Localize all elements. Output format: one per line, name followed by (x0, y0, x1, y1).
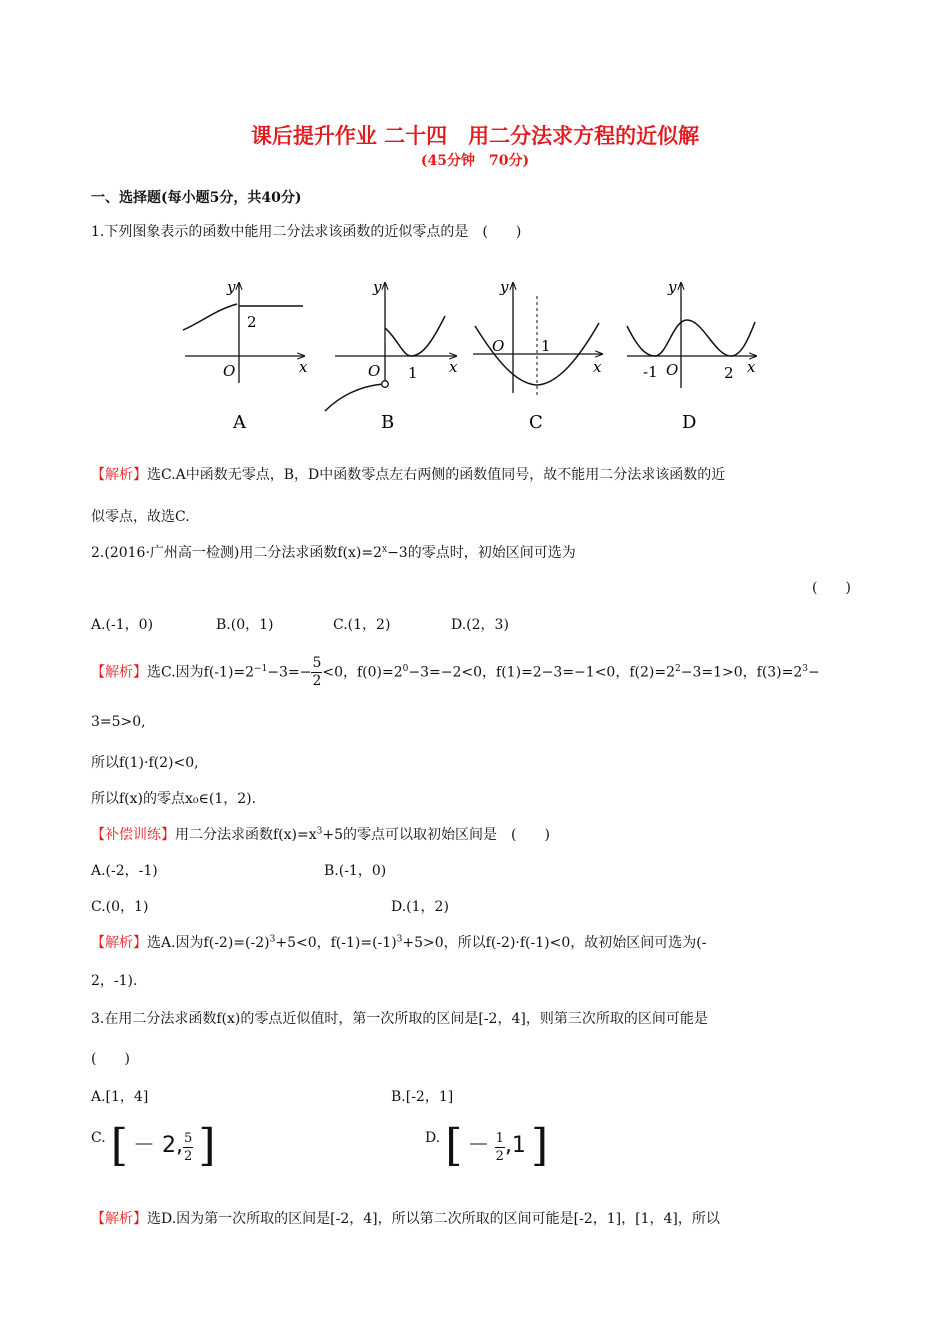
supp-stem-text: 用二分法求函数f(x)=x (175, 827, 317, 843)
graph-d-y-label: y (668, 278, 677, 296)
graph-a-x-label: x (299, 358, 308, 376)
supp-stem-text-end: +5的零点可以取初始区间是 ( ) (322, 827, 550, 843)
supp-option-d: D.(1，2) (391, 899, 449, 915)
graph-d-caption: D (682, 412, 697, 433)
fraction-five-halves (183, 1130, 193, 1165)
graph-c (473, 278, 603, 433)
graph-a-two-label: 2 (247, 313, 257, 331)
q2-analysis-text: 选C.因为f(-1)=2 (147, 664, 255, 681)
graph-b-origin-label: O (368, 362, 381, 380)
graph-c-one-label: 1 (541, 337, 551, 355)
q3-option-a: A.[1，4] (91, 1089, 149, 1105)
q1-analysis-line1: 选C.A中函数无零点，B，D中函数零点左右两侧的函数值同号，故不能用二分法求该函数的近 (147, 467, 726, 483)
fraction-numerator: 5 (184, 1131, 193, 1146)
q2-analysis-text: − (808, 664, 820, 681)
page-subtitle: (45分钟 70分) (420, 153, 530, 169)
supp-analysis-text: 选A.因为f(-2)=(-2) (147, 935, 270, 951)
fraction-five-halves (311, 655, 322, 690)
analysis-tag: 【解析】 (91, 664, 147, 681)
supp-option-a: A.(-2，-1) (91, 863, 158, 879)
q1-analysis-line2: 似零点，故选C. (91, 509, 190, 525)
q1-analysis (91, 464, 725, 484)
analysis-tag: 【解析】 (91, 935, 147, 951)
graph-c-caption: C (529, 412, 543, 433)
q2-analysis-text: −3=1>0，f(3)=2 (680, 664, 803, 681)
q3-option-c (91, 1120, 216, 1174)
supp-option-b: B.(-1，0) (324, 863, 387, 879)
graph-b-one-label: 1 (408, 364, 418, 382)
graph-b-y-label: y (373, 278, 382, 296)
q3-option-d-label: D. (425, 1130, 441, 1146)
analysis-tag: 【解析】 (91, 467, 147, 483)
q3-option-d-right: ,1 (504, 1133, 526, 1158)
q2-analysis (91, 648, 820, 694)
q1-graphs (175, 268, 775, 438)
supp-analysis (91, 932, 706, 952)
graph-c-y-label: y (500, 278, 509, 296)
exponent: 0 (402, 664, 409, 674)
q2-analysis-line3: 所以f(1)·f(2)<0, (91, 755, 199, 771)
q3-analysis (91, 1208, 720, 1228)
graph-c-x-label: x (593, 358, 602, 376)
graph-b-caption: B (381, 412, 395, 433)
q3-stem: 3.在用二分法求函数f(x)的零点近似值时，第一次所取的区间是[-2，4]，则第三次所取的区间可能是 (91, 1011, 708, 1027)
graph-a (183, 278, 308, 433)
q2-analysis-line4: 所以f(x)的零点x₀∈(1，2). (91, 791, 257, 807)
q2-answer-paren: ( ) (812, 580, 851, 596)
graph-a-origin-label: O (223, 362, 236, 380)
exponent: 3 (269, 934, 276, 945)
exponent: 3 (802, 664, 809, 674)
left-bracket: [ (445, 1120, 463, 1171)
supp-analysis-text: +5<0，f(-1)=(-1) (275, 935, 397, 951)
q1-stem: 1.下列图象表示的函数中能用二分法求该函数的近似零点的是 ( ) (91, 224, 522, 240)
q3-option-d-minus: － (467, 1133, 490, 1158)
q3-option-c-left: － 2, (133, 1133, 184, 1158)
q2-analysis-text: −3=− (267, 664, 312, 681)
q2-stem-exponent: x (382, 544, 388, 555)
q2-stem-text-end: −3的零点时，初始区间可选为 (387, 545, 576, 561)
supp-analysis-line2: 2，-1). (91, 973, 138, 989)
q2-stem-text: 2.(2016·广州高一检测)用二分法求函数f(x)=2 (91, 545, 382, 561)
q3-option-b: B.[-2，1] (391, 1089, 454, 1105)
supp-stem (91, 824, 550, 844)
graph-a-caption: A (233, 412, 246, 433)
fraction-numerator: 5 (312, 655, 322, 672)
supp-analysis-text: +5>0，所以f(-2)·f(-1)<0，故初始区间可选为(- (402, 935, 707, 951)
fraction-denominator: 2 (495, 1149, 504, 1164)
graph-d-minus-one-label: -1 (643, 363, 658, 381)
graph-d-x-label: x (747, 358, 756, 376)
supp-option-c: C.(0，1) (91, 899, 149, 915)
q3-option-c-label: C. (91, 1130, 106, 1146)
graph-d-two-label: 2 (724, 364, 734, 382)
page-title: 课后提升作业 二十四 用二分法求方程的近似解 (250, 124, 700, 148)
supp-tag: 【补偿训练】 (91, 827, 175, 843)
q2-analysis-text: <0，f(0)=2 (322, 664, 403, 681)
left-bracket: [ (110, 1120, 128, 1171)
analysis-tag: 【解析】 (91, 1211, 147, 1227)
q2-analysis-text: −3=−2<0，f(1)=2−3=−1<0，f(2)=2 (408, 664, 675, 681)
right-bracket: ] (531, 1120, 549, 1171)
q2-option-c: C.(1，2) (333, 617, 391, 633)
q3-option-d (425, 1120, 549, 1174)
section-heading: 一、选择题(每小题5分，共40分) (91, 190, 302, 206)
exponent: −1 (254, 664, 268, 674)
fraction-denominator: 2 (184, 1149, 193, 1164)
q2-option-b: B.(0，1) (216, 617, 274, 633)
q3-answer-paren: ( ) (91, 1051, 130, 1067)
exponent: 2 (674, 664, 681, 674)
q3-analysis-text: 选D.因为第一次所取的区间是[-2，4]，所以第二次所取的区间可能是[-2，1]，[1，4]，所以 (147, 1211, 720, 1227)
right-bracket: ] (198, 1120, 216, 1171)
graph-b-x-label: x (449, 358, 458, 376)
graph-a-y-label: y (227, 278, 236, 296)
fraction-one-half (495, 1130, 505, 1165)
graph-d (627, 278, 757, 433)
q2-stem (91, 542, 576, 562)
graph-c-origin-label: O (492, 337, 505, 355)
fraction-denominator: 2 (312, 673, 322, 690)
graph-d-origin-label: O (666, 361, 679, 379)
exponent: 3 (396, 934, 403, 945)
q2-analysis-line2: 3=5>0, (91, 714, 146, 730)
q2-option-d: D.(2，3) (451, 617, 509, 633)
q2-option-a: A.(-1，0) (91, 617, 154, 633)
fraction-numerator: 1 (495, 1131, 504, 1146)
graph-b (325, 278, 458, 433)
exponent: 3 (316, 826, 323, 837)
